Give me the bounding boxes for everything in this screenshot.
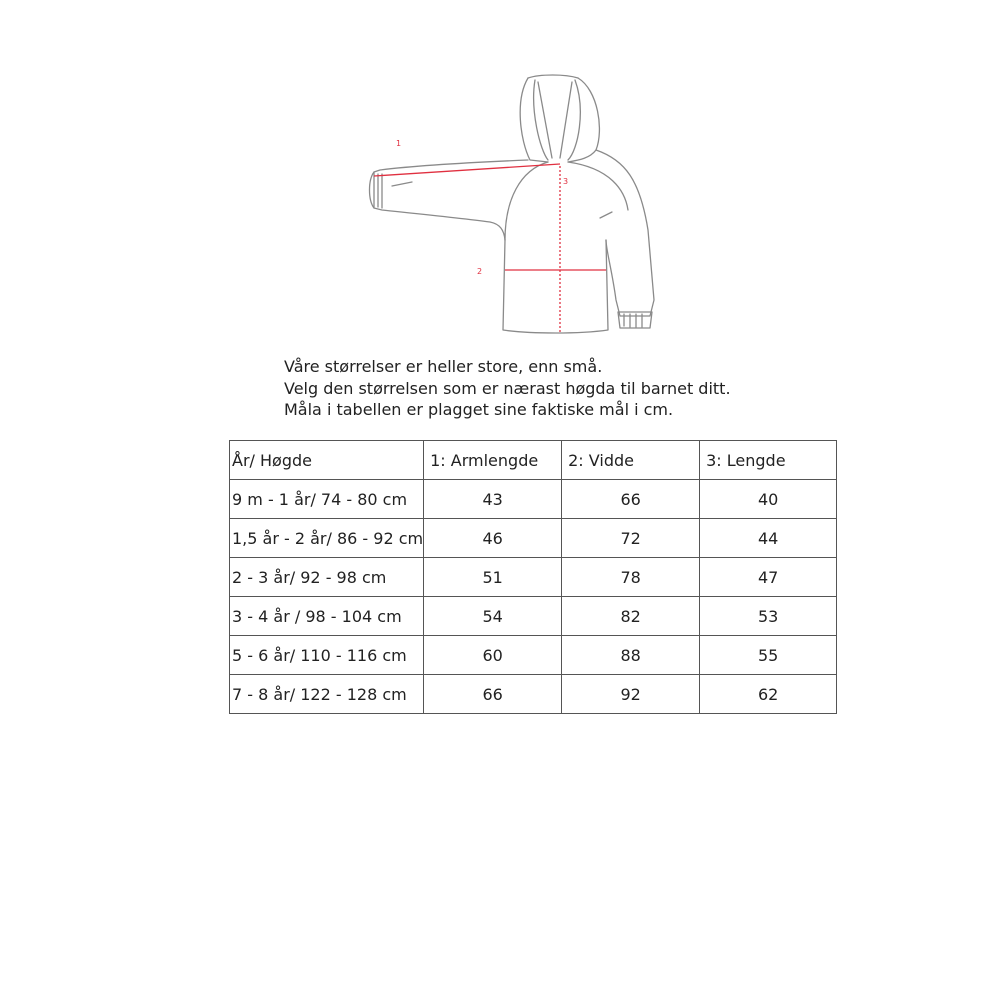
table-row [230, 636, 837, 675]
cell-length: 44 [700, 519, 837, 558]
marker-2: 2 [477, 267, 483, 276]
size-table [229, 440, 837, 714]
left-raglan [505, 162, 548, 240]
cell-width: 88 [562, 636, 700, 675]
cell-armlength: 46 [424, 519, 562, 558]
left-cuff [370, 172, 383, 208]
marker-1: 1 [396, 139, 402, 148]
cell-length: 55 [700, 636, 837, 675]
size-notes [284, 356, 731, 421]
cell-size: 3 - 4 år / 98 - 104 cm [230, 597, 424, 636]
cell-armlength: 43 [424, 480, 562, 519]
cell-length: 62 [700, 675, 837, 714]
hood-inner [538, 82, 572, 158]
hood-outline [520, 78, 599, 162]
table-row [230, 519, 837, 558]
note-line: Måla i tabellen er plagget sine faktiske mål i cm. [284, 400, 674, 419]
table-row [230, 597, 837, 636]
cell-armlength: 51 [424, 558, 562, 597]
header-width: 2: Vidde [562, 441, 700, 480]
note-line: Velg den størrelsen som er nærast høgda til barnet ditt. [284, 378, 731, 398]
jacket-illustration [360, 70, 680, 340]
cell-size: 9 m - 1 år/ 74 - 80 cm [230, 480, 424, 519]
hood-top [528, 75, 578, 78]
header-armlength: 1: Armlengde [424, 441, 562, 480]
cell-size: 2 - 3 år/ 92 - 98 cm [230, 558, 424, 597]
cell-width: 66 [562, 480, 700, 519]
cell-armlength: 66 [424, 675, 562, 714]
table-row [230, 675, 837, 714]
cell-armlength: 54 [424, 597, 562, 636]
cell-size: 5 - 6 år/ 110 - 116 cm [230, 636, 424, 675]
header-age-height: År/ Høgde [230, 441, 424, 480]
cell-size: 1,5 år - 2 år/ 86 - 92 cm [230, 519, 424, 558]
header-length: 3: Lengde [700, 441, 837, 480]
note-line: Våre størrelser er heller store, enn små. [284, 357, 603, 376]
cell-width: 92 [562, 675, 700, 714]
cell-length: 40 [700, 480, 837, 519]
right-cuff [618, 312, 652, 328]
marker-3: 3 [563, 177, 569, 186]
cell-length: 47 [700, 558, 837, 597]
right-raglan [568, 162, 628, 210]
table-header-row [230, 441, 837, 480]
cell-length: 53 [700, 597, 837, 636]
table-row [230, 480, 837, 519]
body-outline [503, 240, 608, 333]
cell-width: 78 [562, 558, 700, 597]
cell-width: 82 [562, 597, 700, 636]
cell-width: 72 [562, 519, 700, 558]
table-row [230, 558, 837, 597]
cell-armlength: 60 [424, 636, 562, 675]
cell-size: 7 - 8 år/ 122 - 128 cm [230, 675, 424, 714]
